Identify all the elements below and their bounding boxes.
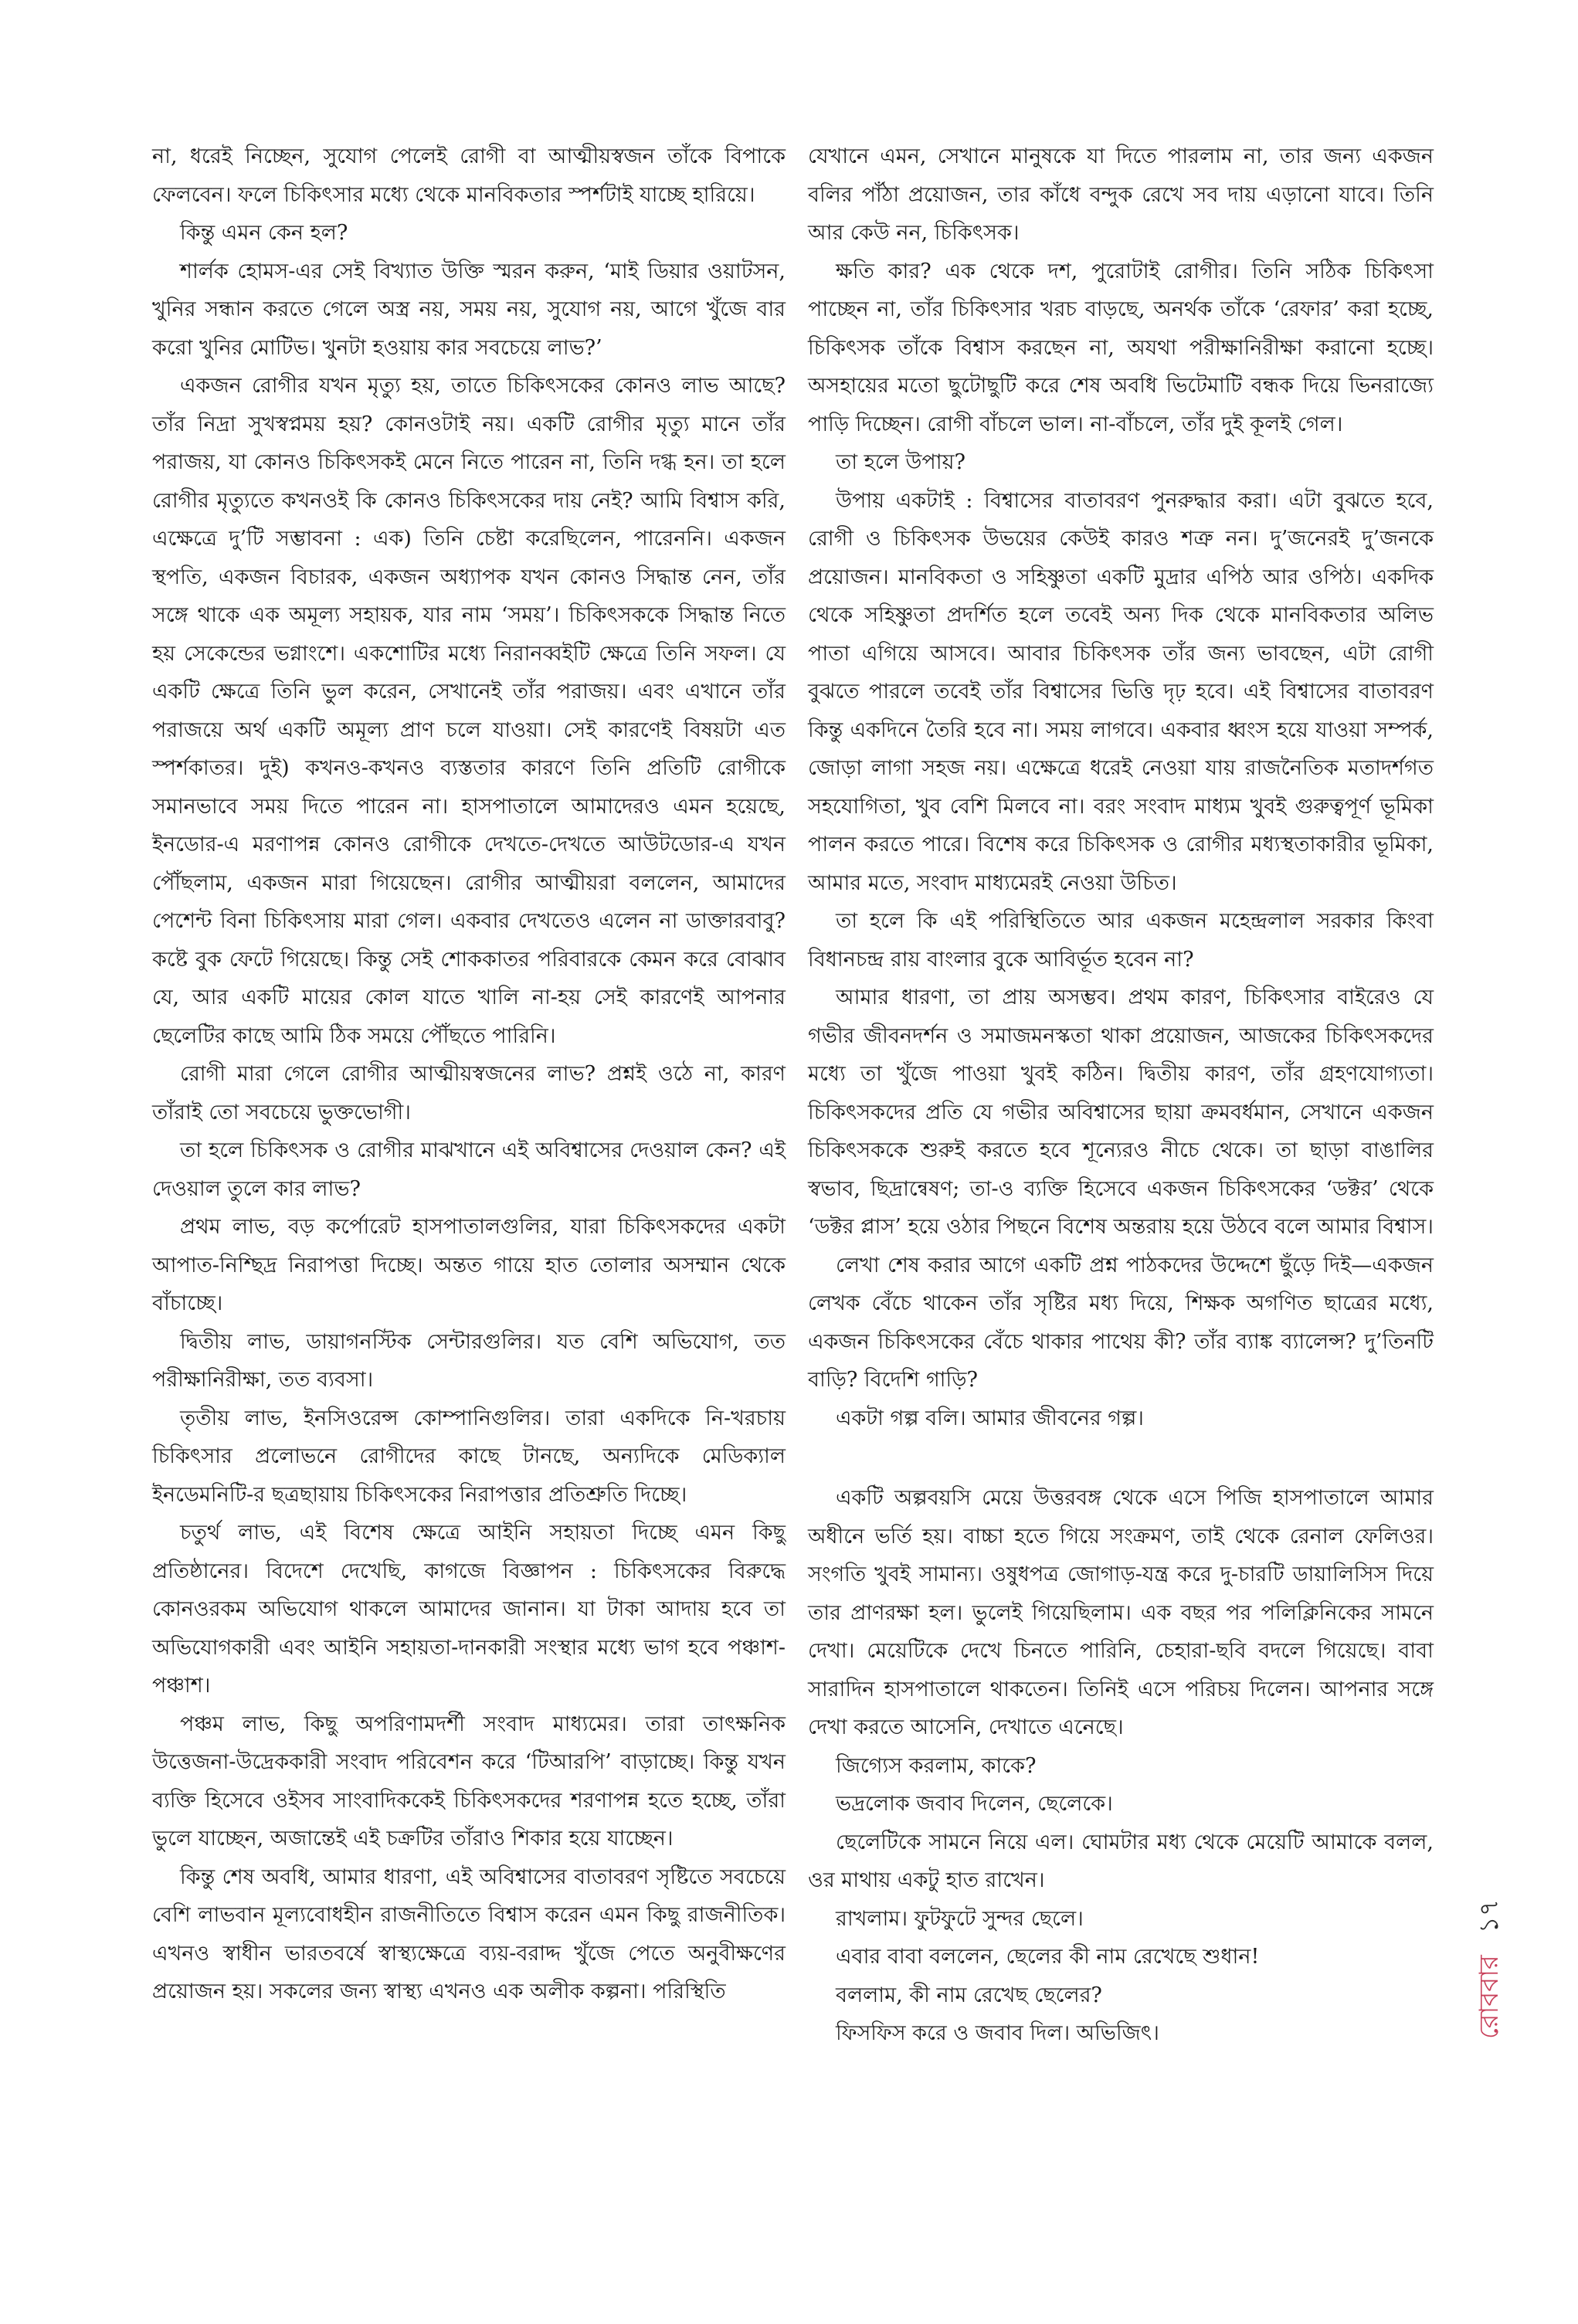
article-paragraph: যেখানে এমন, সেখানে মানুষকে যা দিতে পারলাম না, তার জন্য একজন বলির পাঁঠা প্রয়োজন, তার কাঁধে বন্দুক রেখে সব দায় এড়ানো যাবে। তিনি আর কেউ নন, চিকিৎসক।: [808, 144, 1434, 245]
page-footer-vertical: [1471, 1776, 1510, 2039]
article-column-right: [808, 137, 1434, 2053]
article-paragraph: জিগ্যেস করলাম, কাকে?: [836, 1753, 1037, 1778]
article-paragraph: পঞ্চম লাভ, কিছু অপরিণামদর্শী সংবাদ মাধ্যমের। তারা তাৎক্ষনিক উত্তেজনা-উদ্রেককারী সংবাদ পরিবেশন করে ‘টিআরপি’ বাড়াচ্ছে। কিন্তু যখন ব্যক্তি হিসেবে ওইসব সাংবাদিককেই চিকিৎসকদের শরণাপন্ন হতে হচ্ছে, তাঁরা ভুলে যাচ্ছেন, অজান্তেই এই চক্রটির তাঁরাও শিকার হয়ে যাচ্ছেন।: [152, 1712, 786, 1851]
article-paragraph: একজন রোগীর যখন মৃত্যু হয়, তাতে চিকিৎসকের কোনও লাভ আছে? তাঁর নিদ্রা সুখস্বপ্নময় হয়? কোনওটাই নয়। একটি রোগীর মৃত্যু মানে তাঁর পরাজয়, যা কোনও চিকিৎসকই মেনে নিতে পারেন না, তিনি দগ্ধ হন। তা হলে রোগীর মৃত্যুতে কখনওই কি কোনও চিকিৎসকের দায় নেই? আমি বিশ্বাস করি, এক্ষেত্রে দু’টি সম্ভাবনা : এক) তিনি চেষ্টা করেছিলেন, পারেননি। একজন স্থপতি, একজন বিচারক, একজন অধ্যাপক যখন কোনও সিদ্ধান্ত নেন, তাঁর সঙ্গে থাকে এক অমূল্য সহায়ক, যার নাম ‘সময়’। চিকিৎসককে সিদ্ধান্ত নিতে হয় সেকেন্ডের ভগ্নাংশে। একশোটির মধ্যে নিরানব্বইটি ক্ষেত্রে তিনি সফল। যে একটি ক্ষেত্রে তিনি ভুল করেন, সেখানেই তাঁর পরাজয়। এবং এখানে তাঁর পরাজয়ে অর্থ একটি অমূল্য প্রাণ চলে যাওয়া। সেই কারণেই বিষয়টা এত স্পর্শকাতর। দুই) কখনও-কখনও ব্যস্ততার কারণে তিনি প্রতিটি রোগীকে সমানভাবে সময় দিতে পারেন না। হাসপাতালে আমাদেরও এমন হয়েছে, ইনডোর-এ মরণাপন্ন কোনও রোগীকে দেখতে-দেখতে আউটডোর-এ যখন পৌঁছলাম, একজন মারা গিয়েছেন। রোগীর আত্মীয়রা বললেন, আমাদের পেশেন্ট বিনা চিকিৎসায় মারা গেল। একবার দেখতেও এলেন না ডাক্তারবাবু? কষ্টে বুক ফেটে গিয়েছে। কিন্তু সেই শোককাতর পরিবারকে কেমন করে বোঝাব যে, আর একটি মায়ের কোল যাতে খালি না-হয় সেই কারণেই আপনার ছেলেটির কাছে আমি ঠিক সময়ে পৌঁছতে পারিনি।: [152, 374, 786, 1048]
article-paragraph: কিন্তু শেষ অবধি, আমার ধারণা, এই অবিশ্বাসের বাতাবরণ সৃষ্টিতে সবচেয়ে বেশি লাভবান মূল্যবোধহীন রাজনীতিতে বিশ্বাস করেন এমন কিছু রাজনীতিক। এখনও স্বাধীন ভারতবর্ষে স্বাস্থ্যক্ষেত্রে ব্যয়-বরাদ্দ খুঁজে পেতে অনুবীক্ষণের প্রয়োজন হয়। সকলের জন্য স্বাস্থ্য এখনও এক অলীক কল্পনা। পরিস্থিতি: [152, 1864, 786, 2003]
article-paragraph: উপায় একটাই : বিশ্বাসের বাতাবরণ পুনরুদ্ধার করা। এটা বুঝতে হবে, রোগী ও চিকিৎসক উভয়ের কেউই কারও শত্রু নন। দু’জনেরই দু’জনকে প্রয়োজন। মানবিকতা ও সহিষ্ণুতা একটি মুদ্রার এপিঠ আর ওপিঠ। একদিক থেকে সহিষ্ণুতা প্রদর্শিত হলে তবেই অন্য দিক থেকে মানবিকতার অলিভ পাতা এগিয়ে আসবে। আবার চিকিৎসক তাঁর জন্য ভাবছেন, এটা রোগী বুঝতে পারলে তবেই তাঁর বিশ্বাসের ভিত্তি দৃঢ় হবে। এই বিশ্বাসের বাতাবরণ কিন্তু একদিনে তৈরি হবে না। সময় লাগবে। একবার ধ্বংস হয়ে যাওয়া সম্পর্ক, জোড়া লাগা সহজ নয়। এক্ষেত্রে ধরেই নেওয়া যায় রাজনৈতিক মতাদর্শগত সহযোগিতা, খুব বেশি মিলবে না। বরং সংবাদ মাধ্যম খুবই গুরুত্বপূর্ণ ভূমিকা পালন করতে পারে। বিশেষ করে চিকিৎসক ও রোগীর মধ্যস্থতাকারীর ভূমিকা, আমার মতে, সংবাদ মাধ্যমেরই নেওয়া উচিত।: [808, 488, 1434, 895]
article-paragraph: ছেলেটিকে সামনে নিয়ে এল। ঘোমটার মধ্য থেকে মেয়েটি আমাকে বলল, ওর মাথায় একটু হাত রাখেন।: [808, 1830, 1434, 1892]
article-paragraph: রাখলাম। ফুটফুটে সুন্দর ছেলে।: [836, 1906, 1084, 1931]
article-paragraph: ভদ্রলোক জবাব দিলেন, ছেলেকে।: [836, 1792, 1113, 1816]
article-paragraph: আমার ধারণা, তা প্রায় অসম্ভব। প্রথম কারণ, চিকিৎসার বাইরেও যে গভীর জীবনদর্শন ও সমাজমনস্কতা থাকা প্রয়োজন, আজকের চিকিৎসকদের মধ্যে তা খুঁজে পাওয়া খুবই কঠিন। দ্বিতীয় কারণ, তাঁর গ্রহণযোগ্যতা। চিকিৎসকদের প্রতি যে গভীর অবিশ্বাসের ছায়া ক্রমবর্ধমান, সেখানে একজন চিকিৎসককে শুরুই করতে হবে শূন্যেরও নীচে থেকে। তা ছাড়া বাঙালির স্বভাব, ছিদ্রান্বেষণ; তা-ও ব্যক্তি হিসেবে একজন চিকিৎসকের ‘ডক্টর’ থেকে ‘ডক্টর প্লাস’ হয়ে ওঠার পিছনে বিশেষ অন্তরায় হয়ে উঠবে বলে আমার বিশ্বাস।: [808, 986, 1434, 1239]
article-paragraph: একটি অল্পবয়সি মেয়ে উত্তরবঙ্গ থেকে এসে পিজি হাসপাতালে আমার অধীনে ভর্তি হয়। বাচ্চা হতে গিয়ে সংক্রমণ, তাই থেকে রেনাল ফেলিওর। সংগতি খুবই সামান্য। ওষুধপত্র জোগাড়-যন্ত্র করে দু-চারটি ডায়ালিসিস দিয়ে তার প্রাণরক্ষা হল। ভুলেই গিয়েছিলাম। এক বছর পর পলিক্লিনিকের সামনে দেখা। মেয়েটিকে দেখে চিনতে পারিনি, চেহারা-ছবি বদলে গিয়েছে। বাবা সারাদিন হাসপাতালে থাকতেন। তিনিই এসে পরিচয় দিলেন। আপনার সঙ্গে দেখা করতে আসেনি, দেখাতে এনেছে।: [808, 1486, 1434, 1739]
article-paragraph: এবার বাবা বললেন, ছেলের কী নাম রেখেছে শুধান!: [836, 1945, 1260, 1969]
article-paragraph: তা হলে উপায়?: [836, 450, 965, 474]
article-paragraph: একটা গল্প বলি। আমার জীবনের গল্প।: [836, 1406, 1144, 1430]
page-number: ১৭: [1473, 1899, 1505, 1934]
article-paragraph: বললাম, কী নাম রেখেছ ছেলের?: [836, 1983, 1102, 2007]
article-paragraph: লেখা শেষ করার আগে একটি প্রশ্ন পাঠকদের উদ্দেশে ছুঁড়ে দিই—একজন লেখক বেঁচে থাকেন তাঁর সৃষ্টির মধ্য দিয়ে, শিক্ষক অগণিত ছাত্রের মধ্যে, একজন চিকিৎসকের বেঁচে থাকার পাথেয় কী? তাঁর ব্যাঙ্ক ব্যালেন্স? দু’তিনটি বাড়ি? বিদেশি গাড়ি?: [808, 1253, 1434, 1392]
article-paragraph: রোগী মারা গেলে রোগীর আত্মীয়স্বজনের লাভ? প্রশ্নই ওঠে না, কারণ তাঁরাই তো সবচেয়ে ভুক্তভোগী।: [152, 1062, 786, 1125]
magazine-name: রোববার: [1473, 1955, 1505, 2039]
article-column-left: [152, 137, 786, 2011]
article-paragraph: প্রথম লাভ, বড় কর্পোরেট হাসপাতালগুলির, যারা চিকিৎসকদের একটা আপাত-নিশ্ছিদ্র নিরাপত্তা দিচ্ছে। অন্তত গায়ে হাত তোলার অসম্মান থেকে বাঁচাচ্ছে।: [152, 1215, 786, 1315]
article-paragraph: তা হলে চিকিৎসক ও রোগীর মাঝখানে এই অবিশ্বাসের দেওয়াল কেন? এই দেওয়াল তুলে কার লাভ?: [152, 1138, 786, 1201]
article-paragraph: কিন্তু এমন কেন হল?: [180, 221, 348, 245]
article-paragraph: চতুর্থ লাভ, এই বিশেষ ক্ষেত্রে আইনি সহায়তা দিচ্ছে এমন কিছু প্রতিষ্ঠানের। বিদেশে দেখেছি, কাগজে বিজ্ঞাপন : চিকিৎসকের বিরুদ্ধে কোনওরকম অভিযোগ থাকলে আমাদের জানান। যা টাকা আদায় হবে তা অভিযোগকারী এবং আইনি সহায়তা-দানকারী সংস্থার মধ্যে ভাগ হবে পঞ্চাশ-পঞ্চাশ।: [152, 1521, 786, 1698]
article-paragraph: শার্লক হোমস-এর সেই বিখ্যাত উক্তি স্মরন করুন, ‘মাই ডিয়ার ওয়াটসন, খুনির সন্ধান করতে গেলে অস্ত্র নয়, সময় নয়, সুযোগ নয়, আগে খুঁজে বার করো খুনির মোটিভ। খুনটা হওয়ায় কার সবচেয়ে লাভ?’: [152, 259, 786, 360]
article-paragraph: তা হলে কি এই পরিস্থিতিতে আর একজন মহেন্দ্রলাল সরকার কিংবা বিধানচন্দ্র রায় বাংলার বুকে আবির্ভূত হবেন না?: [808, 909, 1434, 972]
article-paragraph: ক্ষতি কার? এক থেকে দশ, পুরোটাই রোগীর। তিনি সঠিক চিকিৎসা পাচ্ছেন না, তাঁর চিকিৎসার খরচ বাড়ছে, অনর্থক তাঁকে ‘রেফার’ করা হচ্ছে, চিকিৎসক তাঁকে বিশ্বাস করছেন না, অযথা পরীক্ষানিরীক্ষা করানো হচ্ছে। অসহায়ের মতো ছুটোছুটি করে শেষ অবধি ভিটেমাটি বন্ধক দিয়ে ভিনরাজ্যে পাড়ি দিচ্ছেন। রোগী বাঁচলে ভাল। না-বাঁচলে, তাঁর দুই কূলই গেল।: [808, 259, 1434, 436]
article-paragraph: ফিসফিস করে ও জবাব দিল। অভিজিৎ।: [836, 2021, 1159, 2045]
article-paragraph: না, ধরেই নিচ্ছেন, সুযোগ পেলেই রোগী বা আত্মীয়স্বজন তাঁকে বিপাকে ফেলবেন। ফলে চিকিৎসার মধ্যে থেকে মানবিকতার স্পর্শটাই যাচ্ছে হারিয়ে।: [152, 144, 786, 207]
article-paragraph: দ্বিতীয় লাভ, ডায়াগনস্টিক সেন্টারগুলির। যত বেশি অভিযোগ, তত পরীক্ষানিরীক্ষা, তত ব্যবসা।: [152, 1329, 786, 1392]
article-paragraph: তৃতীয় লাভ, ইনসিওরেন্স কোম্পানিগুলির। তারা একদিকে নি-খরচায় চিকিৎসার প্রলোভনে রোগীদের কাছে টানছে, অন্যদিকে মেডিক্যাল ইনডেমনিটি-র ছত্রছায়ায় চিকিৎসকের নিরাপত্তার প্রতিশ্রুতি দিচ্ছে।: [152, 1406, 786, 1507]
